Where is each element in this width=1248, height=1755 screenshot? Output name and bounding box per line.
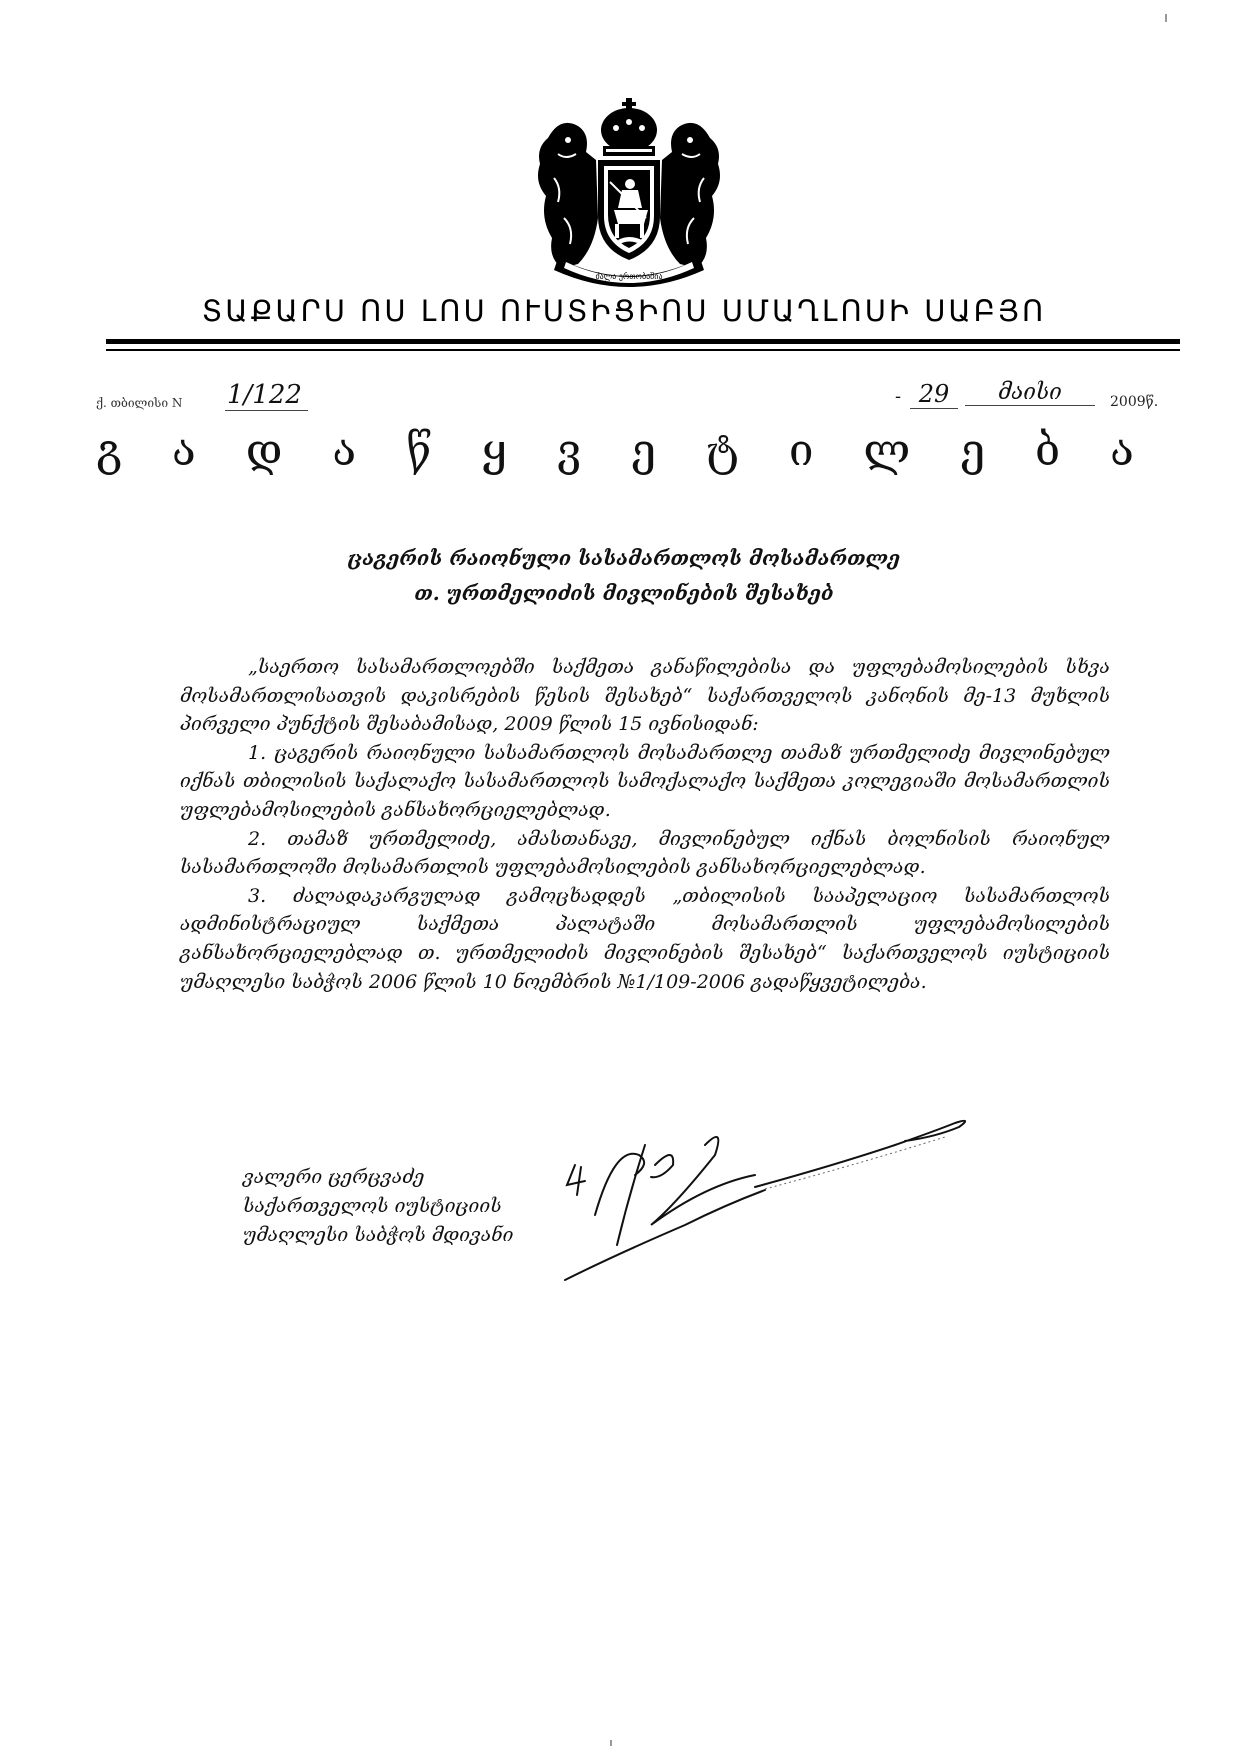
signer-title-line-1: საქართველოს იუსტიციის	[243, 1195, 502, 1217]
scan-speck	[610, 1740, 612, 1746]
header-divider-thin	[106, 349, 1180, 351]
header-divider-thick	[106, 339, 1180, 344]
signer-name: ვალერი ცერცვაძე	[243, 1166, 425, 1188]
date-day: 29	[910, 380, 958, 409]
date-year: 2009წ.	[1110, 394, 1159, 410]
body-item-2: 2. თამაზ ურთმელიძე, ამასთანავე, მივლინებულ იქნას ბოლნისის რაიონულ სასამართლოში მოსამართლის უფლებამოსილების განსახორციელებლად.	[180, 827, 1110, 879]
body-intro: „საერთო სასამართლოებში საქმეთა განაწილებისა და უფლებამოსილების სხვა მოსამართლისათვის დაკისრების წესის შესახებ“ საქართველოს კანონის მე-13 მუხლის პირველი პუნქტის შესაბამისად, 2009 წლის 15 ივნისიდან:	[180, 656, 1110, 736]
scan-speck	[1165, 14, 1167, 22]
subject-line-1: ცაგერის რაიონული სასამართლოს მოსამართლე	[347, 546, 901, 570]
order-number: 1/122	[225, 380, 308, 411]
organization-title: ՏԱՔԱՐՍ ՈՍ ԼՈՍ ՈՒՍՏԻՑԻՈՍ ՍՄԱՂԼՈՍԻ ՍԱԲՅՈ	[201, 294, 1047, 328]
document-title: გ ა დ ა წ ყ ვ ე ტ ი ლ ე ბ ა	[96, 425, 1152, 476]
body-item-1: 1. ცაგერის რაიონული სასამართლოს მოსამართლე თამაზ ურთმელიძე მივლინებულ იქნას თბილისის საქალაქო სასამართლოს სამოქალაქო საქმეთა კოლეგიაში მოსამართლის უფლებამოსილების განსახორციელებლად.	[180, 741, 1110, 821]
date-month: მაისი	[965, 380, 1095, 406]
signer-title-line-2: უმაღლესი საბჭოს მდივანი	[243, 1224, 514, 1246]
signer-block	[243, 1163, 563, 1250]
subject-block	[0, 541, 1248, 611]
coat-of-arms-icon	[518, 98, 740, 288]
handwritten-signature	[555, 1105, 1015, 1290]
body-item-3: 3. ძალადაკარგულად გამოცხადდეს „თბილისის სააპელაციო სასამართლოს ადმინისტრაციულ საქმეთა პალატაში მოსამართლის უფლებამოსილების განსახორციელებლად თ. ურთმელიძის მივლინების შესახებ“ საქართველოს იუსტიციის უმაღლესი საბჭოს 2006 წლის 10 ნოემბრის №1/109-2006 გადაწყვეტილება.	[180, 884, 1110, 993]
date-dash: -	[895, 386, 902, 407]
order-number-prefix: ქ. თბილისი N	[96, 396, 183, 410]
ribbon-motto: ძალა ერთობაშია	[595, 272, 663, 281]
decision-body	[180, 653, 1110, 996]
subject-line-2: თ. ურთმელიძის მივლინების შესახებ	[414, 581, 834, 605]
